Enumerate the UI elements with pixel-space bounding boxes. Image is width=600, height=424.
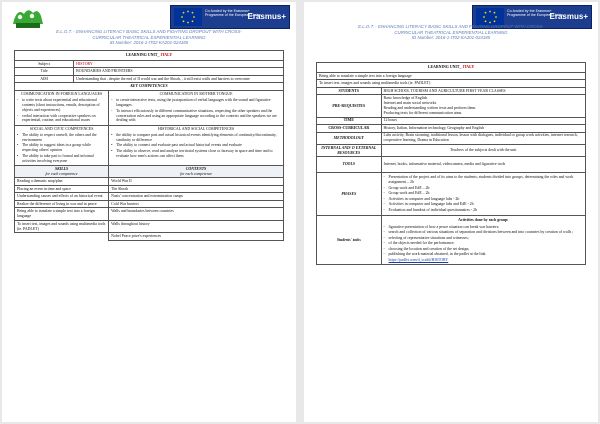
- foreign-list: [15, 97, 109, 125]
- list-item: - to create interactive texts, using the juxtaposition of verbal languages with the sound and figurative languages.: [111, 98, 281, 108]
- subject-label: Subject: [15, 60, 74, 68]
- social-list: [15, 132, 109, 165]
- table-row: Realize the difference of living in war and in peace Cold War barriers: [15, 200, 284, 208]
- title-value: BOUNDARIES AND FRONTIERS: [74, 68, 284, 76]
- students-tasks-label: Students' tasks: [317, 216, 382, 264]
- table-row: Placing an event in time and space The Shoah: [15, 185, 284, 193]
- list-item: • the ability to compare past and actual historical events identifying elements of continuity/discontinuity, similarity or difference: [111, 133, 281, 143]
- students-value: HIGH SCHOOL TOURISM AND AGRICULTURE FIRST YEAR CLASSES: [381, 87, 585, 95]
- project-title: E.L.O.T. - ENHANCING LITERACY BASIC SKILLS AND FIGHTING DROPOUT WITH CROSS- CURRICULAR THEATRICAL EXPERIENTIAL LEARNING ID Number: 2016-1-IT02-KA201-024185: [358, 24, 544, 41]
- lu-title-cell: LEARNING UNIT_ ITALY: [317, 63, 586, 73]
- left-page: [2, 2, 296, 422]
- contents-heading: CONTENTS for each competence: [109, 166, 284, 178]
- methodology-value: Labs activity, Brain storming, traditional lesson, lesson with dialogues, individual or group work activities, internet research, cooperative learning, Drama in Education: [381, 132, 585, 144]
- mother-list: [109, 97, 284, 125]
- list-item: - Presentation of the project and of its aims to the students; students divided into groups, determining the roles and work assignment – 2h: [384, 175, 583, 185]
- list-item: - search and collection of various situations of separation and divisions between and into countries by creation of walls ;: [384, 230, 583, 235]
- page-header: [304, 2, 598, 48]
- aim-value: Understanding that , despite the end of II world war and the Shoah, , it still exist walls and barriers to overcome: [74, 75, 284, 83]
- tools-label: TOOLS: [317, 157, 382, 173]
- elot-logo-icon: [10, 6, 46, 30]
- table-row: Reading a thematic map/plan World War II: [15, 178, 284, 186]
- list-item: - Activities in computer and language labs - 2h: [384, 197, 583, 202]
- list-item: • The ability to respect oneself, the others and the environment: [17, 133, 106, 143]
- list-item: - To interact efficaciously in different communicative situations, respecting the other speakers and the conversation rules and using an appropriate language according to the contexts and the speakers we are dealing with: [111, 109, 281, 124]
- table-row: Being able to translate a simple text into a foreign language: [317, 72, 586, 80]
- right-page: [304, 2, 598, 422]
- table-row: Nobel Peace prize's experiences: [15, 233, 284, 241]
- social-heading: SOCIAL AND CIVIC COMPETENCES: [15, 125, 109, 132]
- title-label: Title: [15, 68, 74, 76]
- resources-value: Teachers of the subjects dealt with the unit: [381, 145, 585, 157]
- subject-value: HISTORY: [74, 60, 284, 68]
- eu-caption: Co-funded by the Erasmus+ Programme of the European Union: [205, 9, 261, 17]
- resources-label: INTERNAL AND/ O EXTERNAL RESOURCES: [317, 145, 382, 157]
- list-item: • The ability to suggest ideas in a group while respecting others' opinion: [17, 143, 106, 153]
- phases-list: [381, 173, 585, 216]
- prerequisites-value: Basic knowledge of English Internet and main social networks Reading and understanding written texts and perform them. Producing texts for different communication aims.: [381, 95, 585, 117]
- table-row: To insert text, images and sounds using multimedia tools (ie. PADLET) Walls throughout history: [15, 220, 284, 232]
- learning-unit-table: [14, 50, 284, 241]
- list-item: - Activities in computer and language labs and EdE - 2h: [384, 202, 583, 207]
- aim-label: AIM: [15, 75, 74, 83]
- list-item: - Group work and EdE – 2h: [384, 191, 583, 196]
- historical-heading: HISTORICAL AND SOCIAL COMPETENCES: [109, 125, 284, 132]
- cross-curricular-value: History, Italian, Information technology, Geography and English: [381, 125, 585, 133]
- list-item: - Group work and EdE – 2h: [384, 186, 583, 191]
- eu-flag-icon: [174, 8, 202, 26]
- eu-erasmus-banner: [170, 5, 290, 29]
- skills-heading: SKILLS for each competence: [15, 166, 109, 178]
- students-tasks-list: Activities done by each group: - figurative presentation of how a peace situation can break war barriers; - search and collection of various situations of separation and divisions between and into countries by creation of walls ; - selecting of representative situations and witnesses; - of the objects needed for the performance; - choosing the location and creation of the set design; - publishing the work material obtained, in the padlet at the link https://padlet.com/d_scaldi/HISTORY: [381, 216, 585, 264]
- list-item: • The ability to observe, read and analyze territorial systems close or faraway in space and time and to evaluate how men's actions can affect them: [111, 149, 281, 159]
- list-item: - selecting of representative situations and witnesses;: [384, 236, 583, 241]
- time-value: 12 hours: [381, 117, 585, 125]
- prerequisites-label: PRE-REQUISITES: [317, 95, 382, 117]
- list-item: - of the objects needed for the performance;: [384, 241, 583, 246]
- comm-mother-heading: COMMUNICATION IN MOTHER TONGUE: [109, 90, 284, 97]
- list-item: - verbal interaction with cooperative speakers on experiential, routine, and educational issues: [17, 114, 106, 124]
- table-row: Being able to translate a simple text into a foreign language Walls and boundaries between countries: [15, 208, 284, 220]
- historical-list: [109, 132, 284, 165]
- comm-foreign-heading: COMMUNICATION IN FOREIGN LANGUAGES: [15, 90, 109, 97]
- table-row: Understanding causes and effects of an historical event Nazis' concentration and extermination camps: [15, 193, 284, 201]
- learning-unit-table-continued: [316, 62, 586, 265]
- key-competences-heading: KEY COMPETENCES: [15, 83, 284, 91]
- list-item: - to write texts about experiential and educational contents (short instructions, emails, description of objects and experiences): [17, 98, 106, 113]
- list-item: - choosing the location and creation of the set design;: [384, 247, 583, 252]
- padlet-link[interactable]: https://padlet.com/d_scaldi/HISTORY: [388, 257, 449, 262]
- methodology-label: METHODOLOGY: [317, 132, 382, 144]
- cross-curricular-label: CROSS-CURRICULAR: [317, 125, 382, 133]
- page-header: [2, 2, 296, 48]
- phases-label: PHASES: [317, 173, 382, 216]
- list-item: • The ability to connect and evaluate past and actual historical events and evaluate: [111, 143, 281, 148]
- eu-caption: Co-funded by the Erasmus+ Programme of the European Union: [507, 9, 563, 17]
- list-item: - publishing the work material obtained, in the padlet at the link: [384, 252, 583, 257]
- erasmus-wordmark: Erasmus+: [549, 12, 588, 21]
- list-item: - figurative presentation of how a peace situation can break war barriers;: [384, 225, 583, 230]
- time-label: TIME: [317, 117, 382, 125]
- students-label: STUDENTS: [317, 87, 382, 95]
- list-item: • The ability to take part to formal and informal activities involving everyone: [17, 154, 106, 164]
- project-title: E.L.O.T. - ENHANCING LITERACY BASIC SKILLS AND FIGHTING DROPOUT WITH CROSS- CURRICULAR THEATRICAL EXPERIENTIAL LEARNING ID Number: 2016-1-IT02-KA201-024185: [56, 29, 242, 46]
- list-item: - Evaluation and handout of individual questionnaires - 2h: [384, 208, 583, 213]
- lu-title-cell: LEARNING UNIT_ ITALY: [15, 51, 284, 61]
- erasmus-wordmark: Erasmus+: [247, 12, 286, 21]
- table-row: To insert text, images and sounds using multimedia tools (ie. PADLET): [317, 80, 586, 88]
- tools-value: Internet, books, informative material, videocamera, media and figurative tools: [381, 157, 585, 173]
